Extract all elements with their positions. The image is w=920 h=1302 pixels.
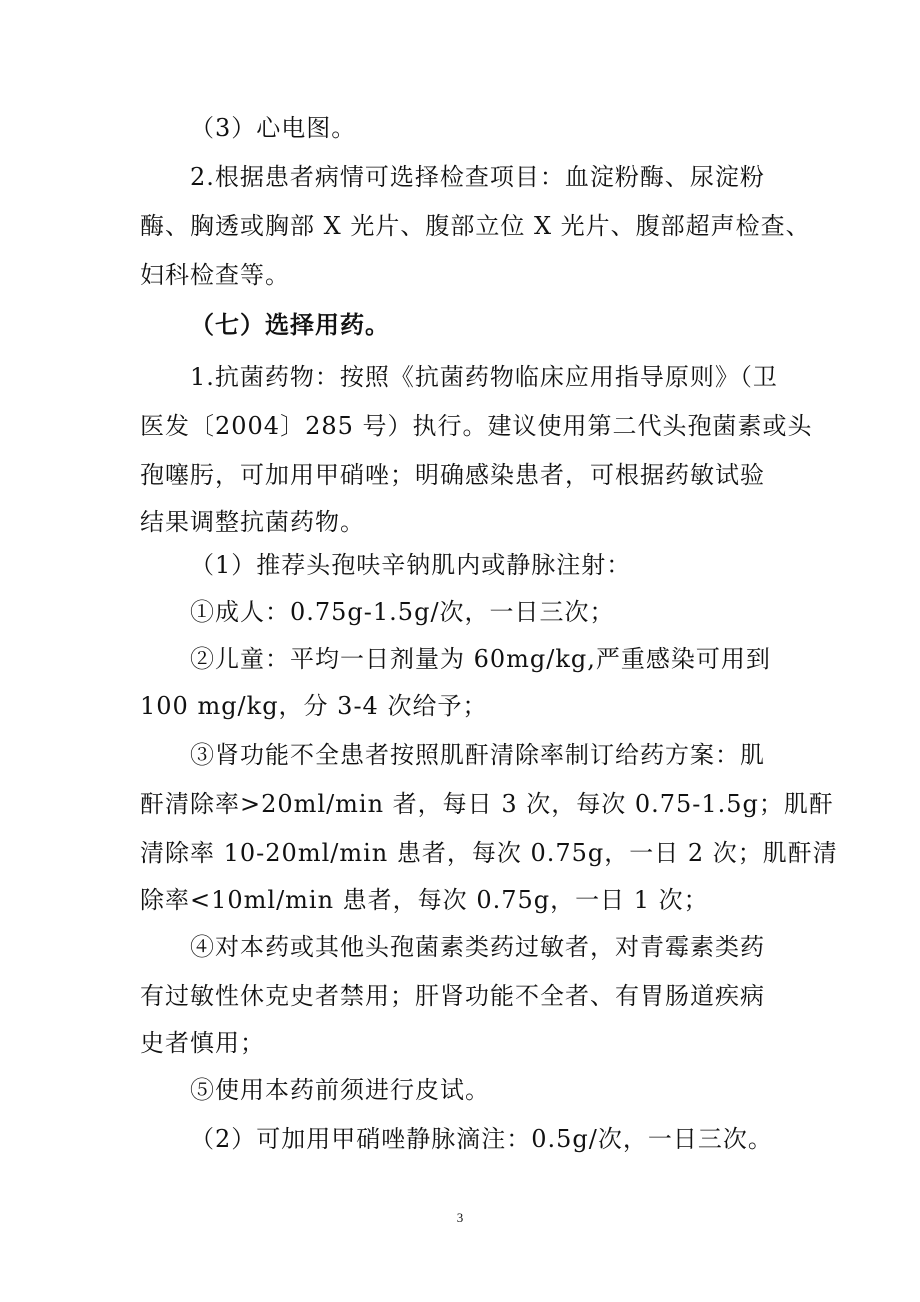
text-line: 孢噻肟，可加用甲硝唑；明确感染患者，可根据药敏试验: [140, 461, 765, 489]
text-line: 除率<10ml/min 患者，每次 0.75g，一日 1 次；: [140, 886, 709, 914]
text-line: 100 mg/kg，分 3-4 次给予；: [140, 692, 488, 720]
text-line: ⑤使用本药前须进行皮试。: [190, 1076, 490, 1104]
text-line: 有过敏性休克史者禁用；肝肾功能不全者、有胃肠道疾病: [140, 982, 765, 1010]
text-line: 史者慎用；: [140, 1029, 265, 1057]
text-line: 清除率 10-20ml/min 患者，每次 0.75g，一日 2 次；肌酐清: [140, 839, 838, 867]
text-line: 酶、胸透或胸部 X 光片、腹部立位 X 光片、腹部超声检查、: [140, 212, 811, 240]
text-line: ④对本药或其他头孢菌素类药过敏者，对青霉素类药: [190, 933, 765, 961]
text-line: 结果调整抗菌药物。: [140, 508, 365, 536]
text-line: （3）心电图。: [190, 114, 357, 142]
text-line: 2.根据患者病情可选择检查项目：血淀粉酶、尿淀粉: [190, 163, 765, 191]
text-line: 妇科检查等。: [140, 261, 290, 289]
page-number: 3: [456, 1210, 464, 1225]
text-line: 酐清除率>20ml/min 者，每日 3 次，每次 0.75-1.5g；肌酐: [140, 790, 834, 818]
section-heading: （七）选择用药。: [190, 310, 390, 339]
text-line: ②儿童：平均一日剂量为 60mg/kg,严重感染可用到: [190, 645, 771, 673]
text-line: （1）推荐头孢呋辛钠肌内或静脉注射：: [190, 551, 632, 579]
text-line: 医发〔2004〕285 号）执行。建议使用第二代头孢菌素或头: [140, 412, 813, 440]
text-line: （2）可加用甲硝唑静脉滴注：0.5g/次，一日三次。: [190, 1125, 773, 1153]
text-line: ③肾功能不全患者按照肌酐清除率制订给药方案：肌: [190, 741, 765, 769]
text-line: 1.抗菌药物：按照《抗菌药物临床应用指导原则》（卫: [190, 363, 778, 391]
text-line: ①成人：0.75g-1.5g/次，一日三次；: [190, 598, 615, 626]
